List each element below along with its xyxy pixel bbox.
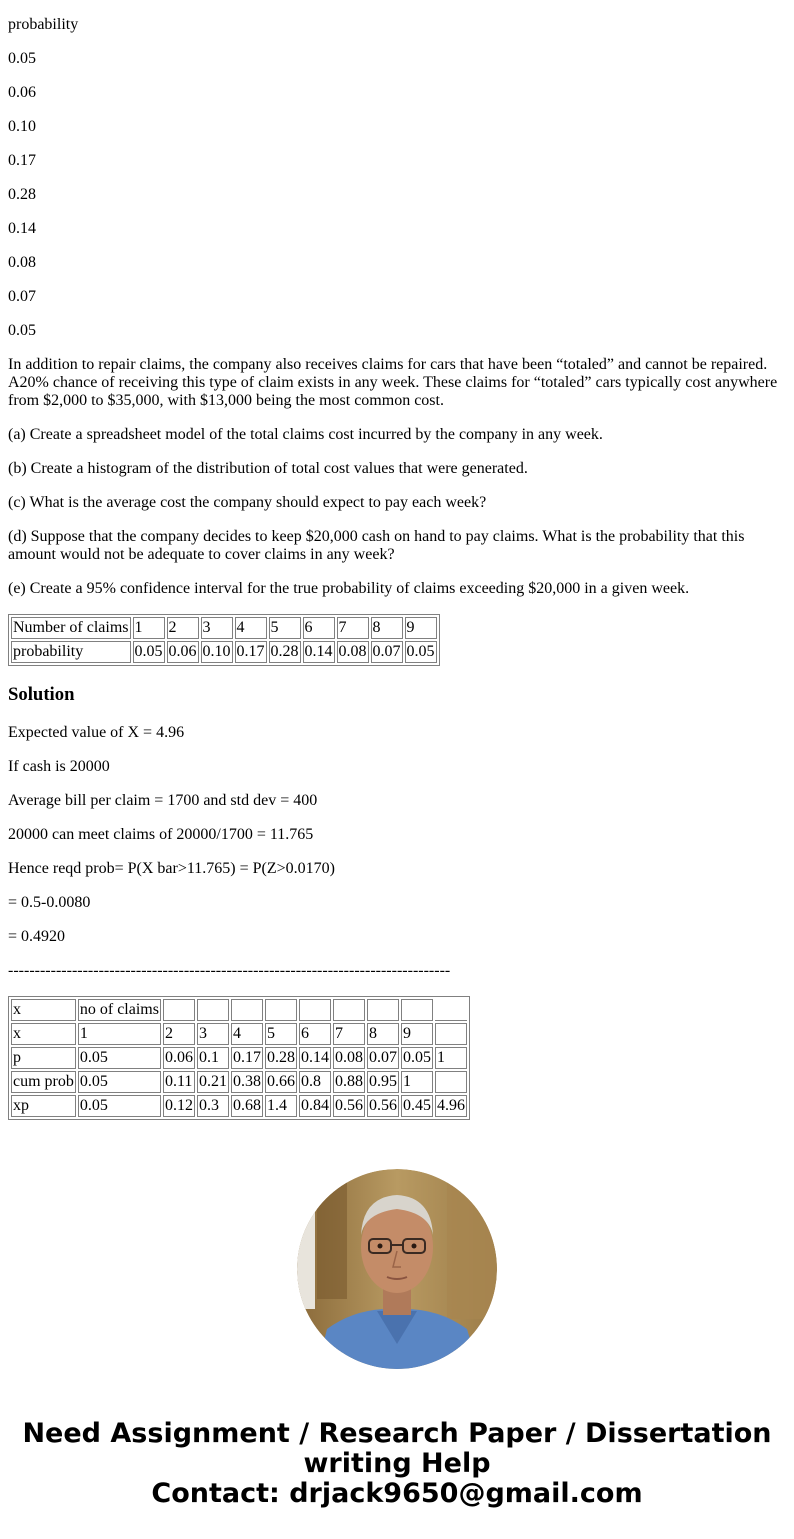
table-cell: 0.05 bbox=[405, 641, 437, 663]
table-cell: 0.05 bbox=[401, 1047, 433, 1069]
table-cell: 0.56 bbox=[333, 1095, 365, 1117]
table-cell: 0.10 bbox=[201, 641, 233, 663]
table-row bbox=[11, 617, 437, 639]
table-cell bbox=[435, 999, 467, 1021]
table-cell bbox=[367, 999, 399, 1021]
solution-heading: Solution bbox=[8, 684, 75, 705]
question-part-a: (a) Create a spreadsheet model of the total claims cost incurred by the company in any week. bbox=[8, 426, 603, 443]
table-cell: no of claims bbox=[78, 999, 161, 1021]
table-cell: 0.3 bbox=[197, 1095, 229, 1117]
table-cell: 0.05 bbox=[78, 1095, 161, 1117]
probability-value: 0.05 bbox=[8, 50, 36, 67]
table-cell: 0.28 bbox=[269, 641, 301, 663]
table-row bbox=[11, 641, 437, 663]
solution-line: Average bill per claim = 1700 and std dev = 400 bbox=[8, 792, 318, 809]
question-intro: In addition to repair claims, the company also receives claims for cars that have been “totaled” and cannot be repaired. A20% chance of receiving this type of claim exists in any week. These claims for “totaled” cars typically cost anywhere from $2,000 to $35,000, with $13,000 being the most common cost. bbox=[8, 356, 778, 409]
table-cell: 0.08 bbox=[333, 1047, 365, 1069]
table-cell: 0.07 bbox=[367, 1047, 399, 1069]
author-avatar bbox=[297, 1169, 497, 1369]
table-cell: 0.8 bbox=[299, 1071, 331, 1093]
table-cell: 2 bbox=[167, 617, 199, 639]
solution-line: = 0.5-0.0080 bbox=[8, 894, 91, 911]
claims-probability-table bbox=[8, 614, 440, 666]
probability-value: 0.14 bbox=[8, 220, 36, 237]
table-cell: 0.14 bbox=[303, 641, 335, 663]
solution-line: Expected value of X = 4.96 bbox=[8, 724, 185, 741]
table-cell: 0.12 bbox=[163, 1095, 195, 1117]
table-cell: 1 bbox=[435, 1047, 467, 1069]
table-cell: x bbox=[11, 999, 76, 1021]
table-cell: 4.96 bbox=[435, 1095, 467, 1117]
table-row bbox=[11, 999, 467, 1021]
table-cell: 0.06 bbox=[167, 641, 199, 663]
table-cell bbox=[163, 999, 195, 1021]
table-cell: 3 bbox=[197, 1023, 229, 1045]
table-cell: 0.56 bbox=[367, 1095, 399, 1117]
table-cell: 0.14 bbox=[299, 1047, 331, 1069]
table-cell: 8 bbox=[367, 1023, 399, 1045]
probability-label: probability bbox=[8, 16, 79, 33]
divider-dashes: ----------------------------------------------------------------------------------- bbox=[8, 962, 451, 979]
table-cell: 0.06 bbox=[163, 1047, 195, 1069]
table-cell: 9 bbox=[405, 617, 437, 639]
table-cell: 0.28 bbox=[265, 1047, 297, 1069]
table-cell bbox=[197, 999, 229, 1021]
table-cell: 8 bbox=[371, 617, 403, 639]
table-cell: 0.45 bbox=[401, 1095, 433, 1117]
table-cell: 0.08 bbox=[337, 641, 369, 663]
table-cell: 0.11 bbox=[163, 1071, 195, 1093]
table-cell: 4 bbox=[231, 1023, 263, 1045]
solution-line: = 0.4920 bbox=[8, 928, 66, 945]
table-cell bbox=[299, 999, 331, 1021]
table-cell: 0.05 bbox=[133, 641, 165, 663]
table-cell: 0.05 bbox=[78, 1071, 161, 1093]
table-cell bbox=[435, 1071, 467, 1093]
solution-line: Hence reqd prob= P(X bar>11.765) = P(Z>0.0170) bbox=[8, 860, 335, 877]
table-cell: 0.38 bbox=[231, 1071, 263, 1093]
table-cell bbox=[333, 999, 365, 1021]
probability-value: 0.06 bbox=[8, 84, 36, 101]
table-cell: x bbox=[11, 1023, 76, 1045]
contact-email: Contact: drjack9650@gmail.com bbox=[151, 1478, 643, 1509]
table-cell: 5 bbox=[269, 617, 301, 639]
table-cell: 0.05 bbox=[78, 1047, 161, 1069]
expected-value-table bbox=[8, 996, 470, 1120]
probability-value: 0.28 bbox=[8, 186, 36, 203]
question-part-d: (d) Suppose that the company decides to keep $20,000 cash on hand to pay claims. What is the probability that this amount would not be adequate to cover claims in any week? bbox=[8, 528, 745, 563]
probability-value: 0.10 bbox=[8, 118, 36, 135]
table-cell: xp bbox=[11, 1095, 76, 1117]
table-row bbox=[11, 1095, 467, 1117]
table-cell: 4 bbox=[235, 617, 267, 639]
table-cell: 7 bbox=[333, 1023, 365, 1045]
question-part-c: (c) What is the average cost the company should expect to pay each week? bbox=[8, 494, 487, 511]
table-cell: 0.84 bbox=[299, 1095, 331, 1117]
table-cell: Number of claims bbox=[11, 617, 131, 639]
table-cell: 0.66 bbox=[265, 1071, 297, 1093]
table-cell: 1 bbox=[78, 1023, 161, 1045]
table-row bbox=[11, 1047, 467, 1069]
question-part-e: (e) Create a 95% confidence interval for the true probability of claims exceeding $20,000 in a given week. bbox=[8, 580, 690, 597]
cta-line: writing Help bbox=[303, 1448, 491, 1479]
table-cell bbox=[265, 999, 297, 1021]
solution-line: 20000 can meet claims of 20000/1700 = 11.765 bbox=[8, 826, 314, 843]
table-cell: 0.21 bbox=[197, 1071, 229, 1093]
solution-line: If cash is 20000 bbox=[8, 758, 110, 775]
table-cell: 0.68 bbox=[231, 1095, 263, 1117]
table-cell: 3 bbox=[201, 617, 233, 639]
table-cell: 9 bbox=[401, 1023, 433, 1045]
table-cell: 0.17 bbox=[231, 1047, 263, 1069]
person-photo-avatar-icon bbox=[297, 1169, 497, 1369]
table-cell: 6 bbox=[299, 1023, 331, 1045]
table-cell: cum prob bbox=[11, 1071, 76, 1093]
table-cell: 5 bbox=[265, 1023, 297, 1045]
table-row bbox=[11, 1071, 467, 1093]
table-cell: 1.4 bbox=[265, 1095, 297, 1117]
document-body bbox=[0, 16, 794, 1120]
table-cell: 0.07 bbox=[371, 641, 403, 663]
contact-banner bbox=[0, 1419, 794, 1509]
table-row bbox=[11, 1023, 467, 1045]
table-cell: 0.17 bbox=[235, 641, 267, 663]
table-cell: 1 bbox=[133, 617, 165, 639]
probability-value: 0.07 bbox=[8, 288, 36, 305]
table-cell: 0.1 bbox=[197, 1047, 229, 1069]
table-cell: probability bbox=[11, 641, 131, 663]
table-cell: 6 bbox=[303, 617, 335, 639]
probability-value: 0.05 bbox=[8, 322, 36, 339]
probability-value: 0.08 bbox=[8, 254, 36, 271]
probability-value: 0.17 bbox=[8, 152, 36, 169]
table-cell bbox=[435, 1023, 467, 1045]
question-part-b: (b) Create a histogram of the distribution of total cost values that were generated. bbox=[8, 460, 528, 477]
table-cell bbox=[401, 999, 433, 1021]
table-cell: 7 bbox=[337, 617, 369, 639]
table-cell: p bbox=[11, 1047, 76, 1069]
cta-line: Need Assignment / Research Paper / Dissertation bbox=[22, 1418, 772, 1449]
table-cell: 2 bbox=[163, 1023, 195, 1045]
table-cell: 0.88 bbox=[333, 1071, 365, 1093]
table-cell: 1 bbox=[401, 1071, 433, 1093]
table-cell: 0.95 bbox=[367, 1071, 399, 1093]
table-cell bbox=[231, 999, 263, 1021]
